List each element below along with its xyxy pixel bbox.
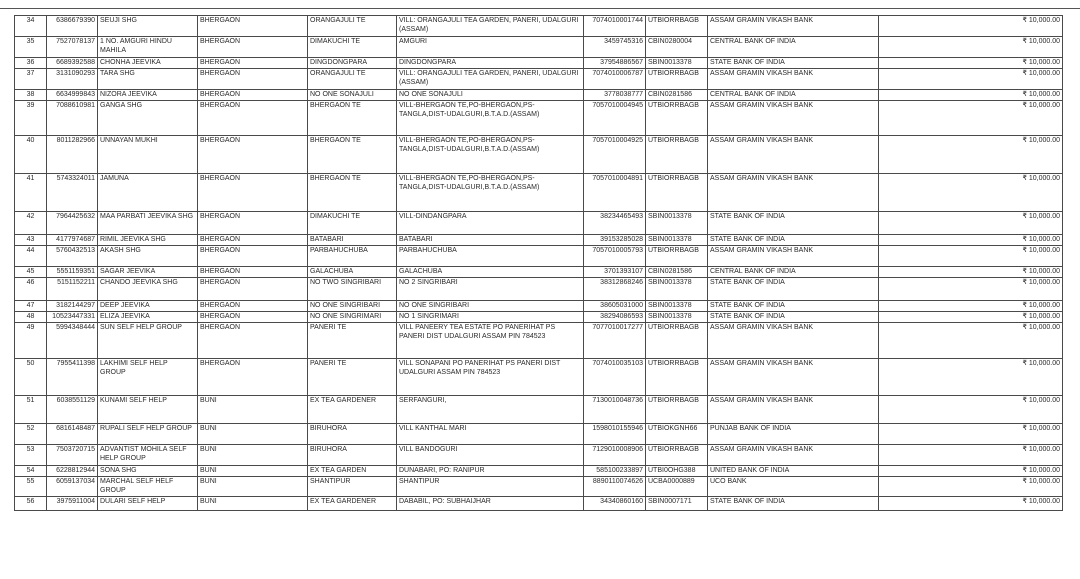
bank-name-cell: ASSAM GRAMIN VIKASH BANK — [708, 322, 879, 358]
ifsc-code-cell: UTBIORRBAGB — [646, 135, 708, 173]
address-cell: VILL-DINDANGPARA — [397, 211, 584, 234]
group-name-cell: SAGAR JEEVIKA — [98, 266, 198, 277]
group-name-cell: NIZORA JEEVIKA — [98, 89, 198, 100]
bank-name-cell: ASSAM GRAMIN VIKASH BANK — [708, 100, 879, 135]
serial-number-cell: 52 — [15, 423, 47, 444]
ifsc-code-cell: UTBIORRBAGB — [646, 68, 708, 89]
account-number-cell: 7057010004945 — [584, 100, 646, 135]
ifsc-code-cell: UCBA0000889 — [646, 476, 708, 496]
bank-name-cell: UCO BANK — [708, 476, 879, 496]
account-number-cell: 7057010004925 — [584, 135, 646, 173]
bank-name-cell: STATE BANK OF INDIA — [708, 277, 879, 300]
amount-cell: ₹ 10,000.00 — [879, 496, 1063, 510]
block-cell: BUNI — [198, 476, 308, 496]
block-cell: BUNI — [198, 395, 308, 423]
amount-cell: ₹ 10,000.00 — [879, 311, 1063, 322]
account-number-cell: 7129010008906 — [584, 444, 646, 465]
amount-cell: ₹ 10,000.00 — [879, 173, 1063, 211]
serial-number-cell: 40 — [15, 135, 47, 173]
serial-number-cell: 36 — [15, 58, 47, 69]
amount-cell: ₹ 10,000.00 — [879, 68, 1063, 89]
table-row — [15, 37, 1063, 58]
village-cell: BIRUHORA — [308, 423, 397, 444]
mobile-number-cell: 10523447331 — [47, 311, 98, 322]
village-cell: ORANGAJULI TE — [308, 68, 397, 89]
mobile-number-cell: 6386679390 — [47, 16, 98, 37]
ifsc-code-cell: UTBIORRBAGB — [646, 16, 708, 37]
amount-cell: ₹ 10,000.00 — [879, 277, 1063, 300]
group-name-cell: JAMUNA — [98, 173, 198, 211]
table-row — [15, 444, 1063, 465]
bank-name-cell: STATE BANK OF INDIA — [708, 234, 879, 245]
table-row — [15, 300, 1063, 311]
mobile-number-cell: 7503720715 — [47, 444, 98, 465]
ifsc-code-cell: SBIN0013378 — [646, 211, 708, 234]
village-cell: GALACHUBA — [308, 266, 397, 277]
bank-name-cell: STATE BANK OF INDIA — [708, 58, 879, 69]
amount-cell: ₹ 10,000.00 — [879, 16, 1063, 37]
block-cell: BHERGAON — [198, 211, 308, 234]
ifsc-code-cell: SBIN0013378 — [646, 311, 708, 322]
address-cell: VILL BANDOGURI — [397, 444, 584, 465]
amount-cell: ₹ 10,000.00 — [879, 89, 1063, 100]
serial-number-cell: 44 — [15, 245, 47, 266]
block-cell: BHERGAON — [198, 234, 308, 245]
group-name-cell: AKASH SHG — [98, 245, 198, 266]
serial-number-cell: 49 — [15, 322, 47, 358]
account-number-cell: 38605031000 — [584, 300, 646, 311]
village-cell: DIMAKUCHI TE — [308, 211, 397, 234]
mobile-number-cell: 3182144297 — [47, 300, 98, 311]
amount-cell: ₹ 10,000.00 — [879, 476, 1063, 496]
mobile-number-cell: 8011282966 — [47, 135, 98, 173]
block-cell: BHERGAON — [198, 245, 308, 266]
bank-name-cell: STATE BANK OF INDIA — [708, 496, 879, 510]
bank-name-cell: ASSAM GRAMIN VIKASH BANK — [708, 173, 879, 211]
bank-name-cell: ASSAM GRAMIN VIKASH BANK — [708, 395, 879, 423]
block-cell: BHERGAON — [198, 173, 308, 211]
block-cell: BHERGAON — [198, 300, 308, 311]
serial-number-cell: 54 — [15, 465, 47, 476]
village-cell: BHERGAON TE — [308, 100, 397, 135]
block-cell: BHERGAON — [198, 100, 308, 135]
block-cell: BHERGAON — [198, 37, 308, 58]
ifsc-code-cell: SBIN0013378 — [646, 58, 708, 69]
village-cell: NO TWO SINGRIBARI — [308, 277, 397, 300]
address-cell: VILL KANTHAL MARI — [397, 423, 584, 444]
group-name-cell: 1 NO. AMGURI HINDU MAHILA — [98, 37, 198, 58]
block-cell: BHERGAON — [198, 266, 308, 277]
amount-cell: ₹ 10,000.00 — [879, 100, 1063, 135]
table-row — [15, 211, 1063, 234]
page-top-rule — [0, 0, 1080, 9]
bank-name-cell: STATE BANK OF INDIA — [708, 211, 879, 234]
serial-number-cell: 42 — [15, 211, 47, 234]
bank-name-cell: ASSAM GRAMIN VIKASH BANK — [708, 68, 879, 89]
serial-number-cell: 46 — [15, 277, 47, 300]
ifsc-code-cell: UTBIORRBAGB — [646, 444, 708, 465]
serial-number-cell: 39 — [15, 100, 47, 135]
ifsc-code-cell: CBIN0281586 — [646, 266, 708, 277]
bank-name-cell: ASSAM GRAMIN VIKASH BANK — [708, 444, 879, 465]
block-cell: BHERGAON — [198, 358, 308, 395]
account-number-cell: 38312868246 — [584, 277, 646, 300]
mobile-number-cell: 7964425632 — [47, 211, 98, 234]
address-cell: VILL-BHERGAON TE,PO-BHERGAON,PS-TANGLA,DIST-UDALGURI,B.T.A.D.(ASSAM) — [397, 135, 584, 173]
village-cell: NO ONE SINGRIMARI — [308, 311, 397, 322]
mobile-number-cell: 6059137034 — [47, 476, 98, 496]
mobile-number-cell: 6228812944 — [47, 465, 98, 476]
block-cell: BUNI — [198, 423, 308, 444]
mobile-number-cell: 7088610981 — [47, 100, 98, 135]
table-row — [15, 234, 1063, 245]
account-number-cell: 38234465493 — [584, 211, 646, 234]
ifsc-code-cell: UTBIORRBAGB — [646, 395, 708, 423]
village-cell: NO ONE SINGRIBARI — [308, 300, 397, 311]
mobile-number-cell: 6634999843 — [47, 89, 98, 100]
serial-number-cell: 47 — [15, 300, 47, 311]
serial-number-cell: 53 — [15, 444, 47, 465]
mobile-number-cell: 5994348444 — [47, 322, 98, 358]
mobile-number-cell: 5151152211 — [47, 277, 98, 300]
address-cell: NO 1 SINGRIMARI — [397, 311, 584, 322]
address-cell: VILL: ORANGAJULI TEA GARDEN, PANERI, UDALGURI (ASSAM) — [397, 16, 584, 37]
address-cell: NO 2 SINGRIBARI — [397, 277, 584, 300]
village-cell: SHANTIPUR — [308, 476, 397, 496]
amount-cell: ₹ 10,000.00 — [879, 395, 1063, 423]
ifsc-code-cell: UTBI0OHG388 — [646, 465, 708, 476]
mobile-number-cell: 6689392588 — [47, 58, 98, 69]
bank-name-cell: ASSAM GRAMIN VIKASH BANK — [708, 358, 879, 395]
block-cell: BUNI — [198, 465, 308, 476]
mobile-number-cell: 7527078137 — [47, 37, 98, 58]
address-cell: VILL: ORANGAJULI TEA GARDEN, PANERI, UDALGURI (ASSAM) — [397, 68, 584, 89]
address-cell: VILL-BHERGAON TE,PO-BHERGAON,PS-TANGLA,DIST-UDALGURI,B.T.A.D.(ASSAM) — [397, 100, 584, 135]
village-cell: EX TEA GARDEN — [308, 465, 397, 476]
block-cell: BHERGAON — [198, 89, 308, 100]
block-cell: BUNI — [198, 444, 308, 465]
bank-name-cell: ASSAM GRAMIN VIKASH BANK — [708, 16, 879, 37]
village-cell: DIMAKUCHI TE — [308, 37, 397, 58]
table-row — [15, 245, 1063, 266]
serial-number-cell: 56 — [15, 496, 47, 510]
beneficiary-table — [14, 15, 1063, 511]
group-name-cell: LAKHIMI SELF HELP GROUP — [98, 358, 198, 395]
group-name-cell: GANGA SHG — [98, 100, 198, 135]
ifsc-code-cell: UTBIORRBAGB — [646, 358, 708, 395]
block-cell: BHERGAON — [198, 277, 308, 300]
amount-cell: ₹ 10,000.00 — [879, 234, 1063, 245]
address-cell: BATABARI — [397, 234, 584, 245]
table-row — [15, 266, 1063, 277]
ifsc-code-cell: UTBIORRBAGB — [646, 173, 708, 211]
bank-name-cell: CENTRAL BANK OF INDIA — [708, 89, 879, 100]
mobile-number-cell: 7955411398 — [47, 358, 98, 395]
amount-cell: ₹ 10,000.00 — [879, 37, 1063, 58]
amount-cell: ₹ 10,000.00 — [879, 135, 1063, 173]
amount-cell: ₹ 10,000.00 — [879, 211, 1063, 234]
address-cell: DABABIL, PO: SUBHAIJHAR — [397, 496, 584, 510]
group-name-cell: TARA SHG — [98, 68, 198, 89]
table-row — [15, 358, 1063, 395]
table-row — [15, 89, 1063, 100]
block-cell: BHERGAON — [198, 311, 308, 322]
bank-name-cell: CENTRAL BANK OF INDIA — [708, 266, 879, 277]
account-number-cell: 1598010155946 — [584, 423, 646, 444]
table-row — [15, 277, 1063, 300]
bank-name-cell: UNITED BANK OF INDIA — [708, 465, 879, 476]
address-cell: NO ONE SONAJULI — [397, 89, 584, 100]
group-name-cell: RIMIL JEEVIKA SHG — [98, 234, 198, 245]
amount-cell: ₹ 10,000.00 — [879, 322, 1063, 358]
table-row — [15, 68, 1063, 89]
address-cell: SERFANGURI, — [397, 395, 584, 423]
account-number-cell: 38294086593 — [584, 311, 646, 322]
mobile-number-cell: 3131090293 — [47, 68, 98, 89]
group-name-cell: MAA PARBATI JEEVIKA SHG — [98, 211, 198, 234]
ifsc-code-cell: CBIN0281586 — [646, 89, 708, 100]
serial-number-cell: 45 — [15, 266, 47, 277]
account-number-cell: 585100233897 — [584, 465, 646, 476]
amount-cell: ₹ 10,000.00 — [879, 58, 1063, 69]
block-cell: BHERGAON — [198, 135, 308, 173]
table-row — [15, 100, 1063, 135]
group-name-cell: UNNAYAN MUKHI — [98, 135, 198, 173]
ifsc-code-cell: UTBIORRBAGB — [646, 100, 708, 135]
group-name-cell: KUNAMI SELF HELP — [98, 395, 198, 423]
ifsc-code-cell: SBIN0007171 — [646, 496, 708, 510]
amount-cell: ₹ 10,000.00 — [879, 444, 1063, 465]
account-number-cell: 7074010006787 — [584, 68, 646, 89]
village-cell: BHERGAON TE — [308, 135, 397, 173]
address-cell: SHANTIPUR — [397, 476, 584, 496]
block-cell: BHERGAON — [198, 68, 308, 89]
account-number-cell: 34340860160 — [584, 496, 646, 510]
ifsc-code-cell: UTBIORRBAGB — [646, 245, 708, 266]
address-cell: VILL PANEERY TEA ESTATE PO PANERIHAT PS PANERI DIST UDALGURI ASSAM PIN 784523 — [397, 322, 584, 358]
account-number-cell: 7074010001744 — [584, 16, 646, 37]
group-name-cell: ELIZA JEEVIKA — [98, 311, 198, 322]
account-number-cell: 3701393107 — [584, 266, 646, 277]
account-number-cell: 3778038777 — [584, 89, 646, 100]
table-row — [15, 322, 1063, 358]
village-cell: DINGDONGPARA — [308, 58, 397, 69]
table-row — [15, 476, 1063, 496]
address-cell: GALACHUBA — [397, 266, 584, 277]
ifsc-code-cell: SBIN0013378 — [646, 234, 708, 245]
table-row — [15, 423, 1063, 444]
table-row — [15, 465, 1063, 476]
group-name-cell: MARCHAL SELF HELF GROUP — [98, 476, 198, 496]
amount-cell: ₹ 10,000.00 — [879, 245, 1063, 266]
group-name-cell: DEEP JEEVIKA — [98, 300, 198, 311]
account-number-cell: 37954886567 — [584, 58, 646, 69]
serial-number-cell: 43 — [15, 234, 47, 245]
block-cell: BHERGAON — [198, 58, 308, 69]
mobile-number-cell: 5743324011 — [47, 173, 98, 211]
serial-number-cell: 48 — [15, 311, 47, 322]
village-cell: NO ONE SONAJULI — [308, 89, 397, 100]
village-cell: BIRUHORA — [308, 444, 397, 465]
amount-cell: ₹ 10,000.00 — [879, 358, 1063, 395]
ifsc-code-cell: CBIN0280004 — [646, 37, 708, 58]
table-row — [15, 16, 1063, 37]
village-cell: PARBAHUCHUBA — [308, 245, 397, 266]
village-cell: BATABARI — [308, 234, 397, 245]
account-number-cell: 7077010017277 — [584, 322, 646, 358]
village-cell: PANERI TE — [308, 322, 397, 358]
group-name-cell: CHANDO JEEVIKA SHG — [98, 277, 198, 300]
table-row — [15, 135, 1063, 173]
ifsc-code-cell: UTBIOKGNH66 — [646, 423, 708, 444]
serial-number-cell: 37 — [15, 68, 47, 89]
block-cell: BHERGAON — [198, 322, 308, 358]
table-row — [15, 58, 1063, 69]
group-name-cell: SEUJI SHG — [98, 16, 198, 37]
amount-cell: ₹ 10,000.00 — [879, 423, 1063, 444]
account-number-cell: 39153285028 — [584, 234, 646, 245]
village-cell: PANERI TE — [308, 358, 397, 395]
account-number-cell: 8890110074626 — [584, 476, 646, 496]
group-name-cell: SUN SELF HELP GROUP — [98, 322, 198, 358]
address-cell: NO ONE SINGRIBARI — [397, 300, 584, 311]
mobile-number-cell: 5551159351 — [47, 266, 98, 277]
address-cell: PARBAHUCHUBA — [397, 245, 584, 266]
mobile-number-cell: 3975911004 — [47, 496, 98, 510]
address-cell: VILL-BHERGAON TE,PO-BHERGAON,PS-TANGLA,DIST-UDALGURI,B.T.A.D.(ASSAM) — [397, 173, 584, 211]
account-number-cell: 3459745316 — [584, 37, 646, 58]
village-cell: EX TEA GARDENER — [308, 395, 397, 423]
account-number-cell: 7074010035103 — [584, 358, 646, 395]
address-cell: AMGURI — [397, 37, 584, 58]
serial-number-cell: 51 — [15, 395, 47, 423]
bank-name-cell: PUNJAB BANK OF INDIA — [708, 423, 879, 444]
ifsc-code-cell: SBIN0013378 — [646, 277, 708, 300]
group-name-cell: DULARI SELF HELP — [98, 496, 198, 510]
village-cell: ORANGAJULI TE — [308, 16, 397, 37]
account-number-cell: 7057010004891 — [584, 173, 646, 211]
table-row — [15, 496, 1063, 510]
mobile-number-cell: 4177974687 — [47, 234, 98, 245]
serial-number-cell: 38 — [15, 89, 47, 100]
account-number-cell: 7057010005793 — [584, 245, 646, 266]
amount-cell: ₹ 10,000.00 — [879, 300, 1063, 311]
group-name-cell: RUPALI SELF HELP GROUP — [98, 423, 198, 444]
serial-number-cell: 34 — [15, 16, 47, 37]
table-row — [15, 395, 1063, 423]
block-cell: BUNI — [198, 496, 308, 510]
address-cell: VILL SONAPANI PO PANERIHAT PS PANERI DIST UDALGURI ASSAM PIN 784523 — [397, 358, 584, 395]
village-cell: BHERGAON TE — [308, 173, 397, 211]
amount-cell: ₹ 10,000.00 — [879, 266, 1063, 277]
group-name-cell: CHONHA JEEVIKA — [98, 58, 198, 69]
ifsc-code-cell: SBIN0013378 — [646, 300, 708, 311]
mobile-number-cell: 6038551129 — [47, 395, 98, 423]
bank-name-cell: ASSAM GRAMIN VIKASH BANK — [708, 135, 879, 173]
address-cell: DINGDONGPARA — [397, 58, 584, 69]
table-row — [15, 311, 1063, 322]
address-cell: DUNABARI, PO: RANIPUR — [397, 465, 584, 476]
village-cell: EX TEA GARDENER — [308, 496, 397, 510]
block-cell: BHERGAON — [198, 16, 308, 37]
amount-cell: ₹ 10,000.00 — [879, 465, 1063, 476]
ifsc-code-cell: UTBIORRBAGB — [646, 322, 708, 358]
bank-name-cell: STATE BANK OF INDIA — [708, 300, 879, 311]
mobile-number-cell: 6816148487 — [47, 423, 98, 444]
group-name-cell: ADVANTIST MOHILA SELF HELP GROUP — [98, 444, 198, 465]
serial-number-cell: 50 — [15, 358, 47, 395]
bank-name-cell: ASSAM GRAMIN VIKASH BANK — [708, 245, 879, 266]
bank-name-cell: CENTRAL BANK OF INDIA — [708, 37, 879, 58]
serial-number-cell: 35 — [15, 37, 47, 58]
group-name-cell: SONA SHG — [98, 465, 198, 476]
bank-name-cell: STATE BANK OF INDIA — [708, 311, 879, 322]
mobile-number-cell: 5760432513 — [47, 245, 98, 266]
serial-number-cell: 41 — [15, 173, 47, 211]
serial-number-cell: 55 — [15, 476, 47, 496]
account-number-cell: 7130010048736 — [584, 395, 646, 423]
table-row — [15, 173, 1063, 211]
